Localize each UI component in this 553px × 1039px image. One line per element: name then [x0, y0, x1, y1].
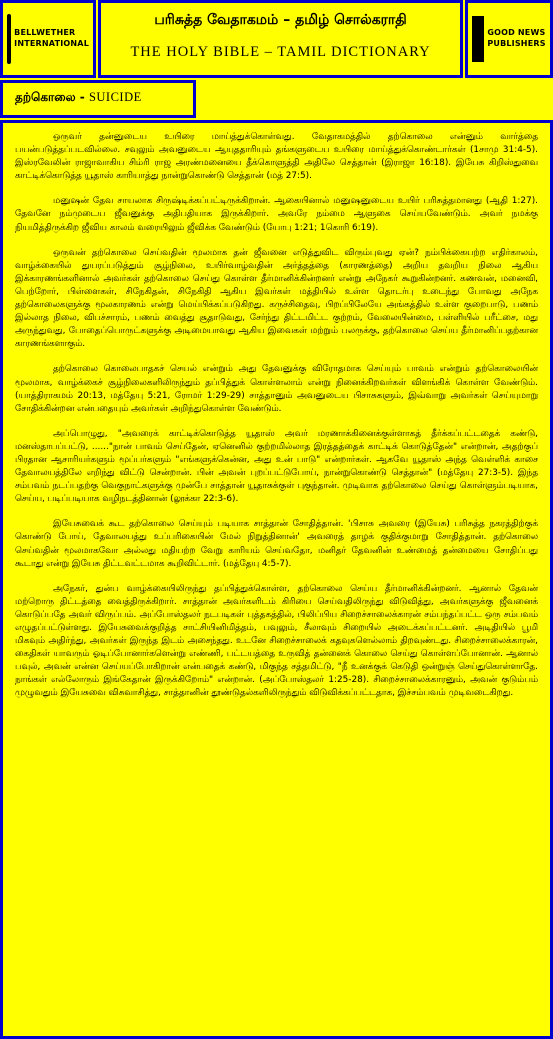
bellwether-logo-line2: INTERNATIONAL [14, 39, 89, 48]
tamil-title: பரிசுத்த வேதாகமம் – தமிழ் சொல்கராதி [154, 12, 407, 28]
topic-heading [0, 80, 196, 118]
bellwether-emblem-icon [7, 14, 11, 64]
good-news-emblem-icon [472, 16, 484, 62]
paragraph-3: ஒருவன் தற்கொலை செய்வதின் மூலமாக தன் ஜீவனை எடுத்துவிட விரும்புவது ஏன்? நம்பிக்கையற்ற எதிர்காலம், வாழ்க்கையில் துயரப்படுத்தும் சூழ்நிலை, உயிர்வாழ்வதின் அர்த்தத்தை (காரணத்தை) அறிய தவறிய நிலை ஆகிய இக்காரணங்களினால் அவர்கள் தற்கொலை செய்து கொள்ள தீர்மானிக்கின்றனர் என்று அநேகர் கூறுகின்றனர். கணவன், மனைவி, பெற்றோர், பிள்ளைகள், சிநேகிதன், சிநேகிதி ஆகிய இவர்கள் மத்தியில் உள்ள தொடர்பு உடைந்து போவது அநேக தற்கொலைகளுக்கு மூலகாரணம் என்று மெய்பிக்கப்படுகிறது. கருச்சிதைவு, பிறப்பிலேயே அங்கத்தில் உள்ள குறைபாடு, பணம் இல்லாத நிலை, விபச்சாரம், பணம் வைத்து சூதாடுவது, சேர்ந்து திட்டமிட்ட குற்றம், வேலையின்மை, பள்ளியில் பரீட்சை, மது அருந்துவது, போதைப்பொருட்களுக்கு அடிமையாவது ஆகிய இவைகள் மற்றும் பலருக்கு, தற்கொலை செய்ய தீர்மானிப்பதற்கான காரணங்களாகும். [15, 247, 538, 350]
good-news-logo-line1: GOOD NEWS [487, 28, 546, 38]
entry-content [3, 123, 550, 701]
bellwether-logo-line1: BELLWETHER [14, 28, 76, 38]
topic-separator: - [75, 90, 89, 104]
entry-body [0, 120, 553, 1039]
good-news-publishers-logo [465, 0, 553, 78]
paragraph-5: அப்பொழுது, "அவரைக் காட்டிக்கொடுத்த யூதாஸ் அவர் மரணாக்கினைக்குள்ளாகத் தீர்க்கப்பட்டதைக் கண்டு, மனஸ்தாபப்பட்டு, ......"நான் பாவம் செய்தேன், ஏனெனில் குற்றமில்லாத இரத்தத்தைக் காட்டிக் கொடுத்தேன்" என்றான், அதற்குப் பிரதான ஆசாரியர்களும் மூப்பர்களும் "எங்களுக்கென்ன, அது உன் பாடு" என்றார்கள். ஆகவே யூதாஸ் அந்த வெள்ளிக் காசை தேவாலயத்திலே எறிந்து விட்டு சென்றான். பின் அவன் புறப்பட்டுபோய், நான்றுகொண்டு செத்தான்" (மத்தேயு 27:3-5). இந்த சம்பவம் நடப்பதற்கு வெகுநாட்களுக்கு முன்பே சாத்தான் யூதாசுக்குள் புகுந்தான். முடிவாக தற்கொலை செய்து கொள்ளும்படியாக, செய்ய, படிப்படியாக வழிநடத்தினான் (லூக்கா 22:3-6). [15, 428, 538, 505]
bellwether-logo [0, 0, 96, 78]
paragraph-4: தற்கொலை கொலைபாதகச் செயல் என்றும் அது தேவனுக்கு விரோதமாக செய்யும் பாவம் என்றும் தற்கொலையின் மூலமாக, வாழ்க்கைச் சூழ்நிலைகளிலிருந்தும் தப்பித்துக் கொள்ளலாம் என்று நினைக்கிறவர்கள் விளங்கிக் கொள்ள வேண்டும். (யாத்திராகமம் 20:13, மத்தேயு 5:21, ரோமர் 1:29-29) சாத்தானும் அவனுடைய பிசாசுகளும், இவ்வாறு அவர்கள் செய்யுமாறு சோதிக்கின்றன என்பதையும் அவர்கள் அறிந்துகொள்ள வேண்டும். [15, 364, 538, 414]
paragraph-7: அநேகர், துன்ப வாழ்க்கையிலிருந்து தப்பித்துக்கொள்ள, தற்கொலை செய்ய தீர்மானிக்கின்றனர். ஆனால் தேவன் மற்றொரு திட்டத்தை வைத்திருக்கிறார். சாத்தான் அவர்களிடம் கிரியை செய்வதிலிருந்து விடுவித்து, அவர்களுக்கு ஜீவனைக் கொடுப்பதே அவர் விருப்பம். அப்போஸ்தலர் நடபடிகள் புத்தகத்தில், பிலிப்பிய சிறைச்சாலைக்காரன் சம்பந்தப்பட்ட ஒரு சம்பவம் எழுதப்பட்டுள்ளது. இயேசுவைக்குறித்த சாட்சியினிமித்தம், பவுலும், சீலாவும் சிறையில் அடைக்கப்பட்டனர். அடிதியில் பூமி மிகவும் அதிர்ந்து, அவர்கள் இருந்த இடம் அசைந்தது. உடனே சிறைச்சாலைக் கதவுகளெல்லாம் திறவுண்டது. சிறைச்சாலைக்காரன், கைதிகள் யாவரும் ஓடிப்போனார்களென்று எண்ணி, பட்டயத்தை உருவித் தன்னைக் கொலை செய்து கொள்ளப்போனான். ஆனால் பவுல், அவன் என்ன செய்யப்போகிறான் என்பதைக் கண்டு, மிகுந்த சத்தமிட்டு, "நீ உனக்குக் கெடுதி ஒன்றுஞ் செய்துகொள்ளாதே. நாங்கள் எல்லோரும் இங்கேதான் இருக்கிறோம்" என்றான். (அப்போஸ்தலர் 1:25-28). சிறைச்சாலைக்காரனும், அவன் குடும்பம் முழுவதும் இயேசுவை விசுவாசித்து, சாத்தானின் தூண்டுதல்களிலிருந்தும் விடுவிக்கப்பட்டதாக, இச்சம்பவம் முடிவடைகிறது. [15, 583, 538, 699]
topic-tamil: தற்கொலை [15, 90, 76, 104]
good-news-logo-line2: PUBLISHERS [487, 39, 546, 48]
paragraph-2: மனுஷன் தேவ சாயலாக சிருஷ்டிக்கப்பட்டிருக்கிறான். ஆகையினால் மனுஷனுடைய உயிர் பரிசுத்தமானது (ஆதி 1:27). தேவனே நம்முடைய ஜீவனுக்கு அதிபதியாக இருக்கிறார். அவரே நம்மை ஆளுகை செய்யவேண்டும். அவர் நமக்கு நியமித்திருக்கிற ஜீவிய காலம் வரையிலும் ஜீவிக்க வேண்டும் (யோபு 1:21; 1கொரி 6:19). [15, 196, 538, 233]
topic-english: SUICIDE [88, 90, 142, 104]
paragraph-6: இயேசுவைக் கூட தற்கொலை செய்யும் படியாக சாத்தான் சோதித்தான். 'பிசாசு அவரை (இயேசு) பரிசுத்த நகரத்திற்குக் கொண்டு போய், தேவாலயத்து உப்பரிகையின் மேல் நிறுத்தினான்' அவரைத் தாழக் குதிக்குமாறு சோதித்தான். தற்கொலை செய்வதின் மூலமாகவோ அல்லது மதியற்ற வேறு காரியம் செய்வதோ, மனிதர் தேவனின் உண்மைத் தன்மையை சோதிப்பது கூடாது என்று இயேசு திட்டவட்டமாக கூறிவிட்டார். (மத்தேயு 4:5-7). [15, 519, 538, 569]
english-title: THE HOLY BIBLE – TAMIL DICTIONARY [130, 44, 431, 60]
paragraph-1: ஒருவர் தன்னுடைய உயிரை மாய்த்துக்கொள்வது. வேதாகமத்தில் தற்கொலை என்னும் வார்த்தை பயன்படுத்தப்படவில்லை. சவுலும் அவனுடைய ஆயுததாரியும் தங்களுடைய உயிரை மாய்த்துக்கொண்டார்கள் (1சாமு 31:4-5). இஸ்ரவேலின் ராஜாவாகிய சிம்ரி ராஜ அரண்மனையை தீக்கொளுத்தி அதிலே செத்தான் (இராஜா 16:18). இயேசு கிறிஸ்துவை காட்டிக்கொடுத்த யூதாஸ் காரியாத்து நான்றுகொண்டு செத்தான் (மத் 27:5). [15, 132, 538, 182]
page-header [98, 0, 463, 78]
